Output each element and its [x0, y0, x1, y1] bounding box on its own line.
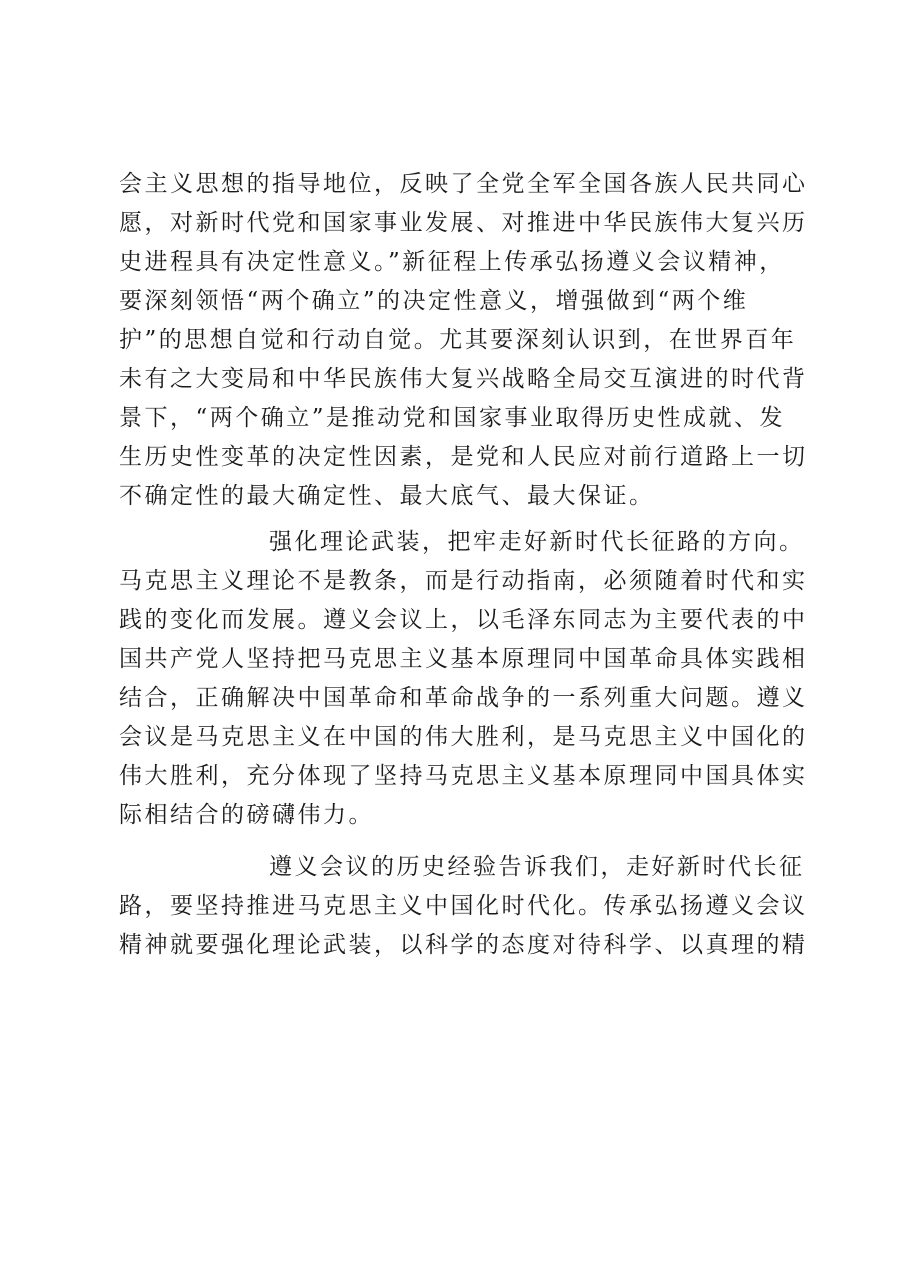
- text-line: 会议是马克思主义在中国的伟大胜利，是马克思主义中国化的: [119, 724, 808, 750]
- text-line: 会主义思想的指导地位，反映了全党全军全国各族人民共同心: [119, 171, 808, 197]
- paragraph-heading-line: 强化理论武装，把牢走好新时代长征路的方向。: [269, 529, 805, 555]
- text-line: 愿，对新时代党和国家事业发展、对推进中华民族伟大复兴历: [119, 210, 808, 236]
- paragraph-1: [119, 165, 808, 516]
- text-line: 际相结合的磅礴伟力。: [119, 802, 374, 828]
- text-line: 不确定性的最大确定性、最大底气、最大保证。: [119, 483, 655, 509]
- text-line: 史进程具有决定性意义。”新征程上传承弘扬遵义会议精神，: [119, 249, 785, 275]
- text-line: 护”的思想自觉和行动自觉。尤其要深刻认识到，在世界百年: [119, 327, 797, 353]
- text-line: 未有之大变局和中华民族伟大复兴战略全局交互演进的时代背: [119, 366, 808, 392]
- text-line: 景下，“两个确立”是推动党和国家事业取得历史性成就、发: [119, 405, 786, 431]
- paragraph-2: [119, 523, 808, 835]
- text-line: 精神就要强化理论武装，以科学的态度对待科学、以真理的精: [119, 932, 808, 958]
- text-line: 国共产党人坚持把马克思主义基本原理同中国革命具体实践相: [119, 646, 808, 672]
- text-line: 结合，正确解决中国革命和革命战争的一系列重大问题。遵义: [119, 685, 808, 711]
- text-line: 践的变化而发展。遵义会议上，以毛泽东同志为主要代表的中: [119, 607, 808, 633]
- document-body: [119, 165, 808, 965]
- text-line: 要深刻领悟“两个确立”的决定性意义，增强做到“两个维: [119, 288, 749, 314]
- text-line: 生历史性变革的决定性因素，是党和人民应对前行道路上一切: [119, 444, 808, 470]
- text-line: 伟大胜利，充分体现了坚持马克思主义基本原理同中国具体实: [119, 763, 808, 789]
- text-line: 马克思主义理论不是教条，而是行动指南，必须随着时代和实: [119, 568, 808, 594]
- paragraph-3: [119, 848, 808, 965]
- paragraph-first-line: 遵义会议的历史经验告诉我们，走好新时代长征: [269, 854, 805, 880]
- text-line: 路，要坚持推进马克思主义中国化时代化。传承弘扬遵义会议: [119, 893, 808, 919]
